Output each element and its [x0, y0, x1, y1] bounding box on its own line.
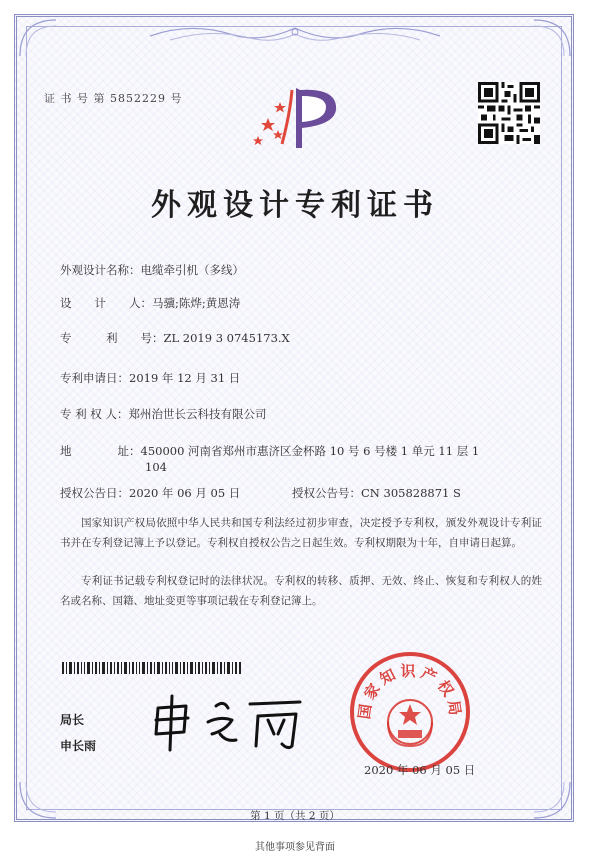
certificate-number: 证 书 号 第 5852229 号 — [44, 92, 183, 105]
corner-ornament-top-left — [18, 18, 58, 58]
handwritten-signature — [150, 694, 310, 754]
svg-text:国家知识产权局: 国家知识产权局 — [355, 662, 465, 721]
filing-date-label: 专利申请日： — [60, 371, 129, 385]
patentee-row — [60, 406, 266, 422]
footer-note: 其他事项参见背面 — [255, 842, 335, 853]
address-label: 地 址： — [60, 444, 141, 458]
publication-date-row — [60, 485, 240, 501]
designer-row — [60, 295, 240, 311]
official-seal-stamp — [348, 650, 472, 774]
corner-ornament-top-right — [532, 18, 572, 58]
designer-label: 设 计 人： — [60, 296, 152, 310]
publication-number-row — [292, 485, 461, 501]
publication-date-value: 2020 年 06 月 05 日 — [129, 486, 241, 500]
publication-number-value: CN 305828871 S — [361, 486, 461, 500]
address-value-line1: 450000 河南省郑州市惠济区金杯路 10 号 6 号楼 1 单元 11 层 1 — [140, 444, 480, 458]
address-value-line2: 104 — [145, 460, 167, 474]
legal-status-paragraph: 专利证书记载专利权登记时的法律状况。专利权的转移、质押、无效、终止、恢复和专利权人的姓名或名称、国籍、地址变更等事项记载在专利登记簿上。 — [60, 575, 542, 607]
design-name-row — [60, 262, 244, 278]
seal-date: 2020 年 06 月 05 日 — [364, 763, 476, 777]
certificate-title: 外观设计专利证书 — [151, 188, 439, 223]
filing-date-value: 2019 年 12 月 31 日 — [129, 371, 241, 385]
grant-paragraph: 国家知识产权局依照中华人民共和国专利法经过初步审查，决定授予专利权，颁发外观设计专利证书并在专利登记簿上予以登记。专利权自授权公告之日起生效。专利权期限为十年，自申请日起算。 — [60, 517, 542, 549]
design-name-value: 电缆牵引机（多线） — [140, 263, 244, 277]
filing-date-row — [60, 370, 240, 386]
qr-code-icon — [478, 82, 540, 144]
publication-number-label: 授权公告号： — [292, 486, 361, 500]
signatory-title: 局长 — [60, 713, 85, 727]
designer-value: 马骥;陈烨;黄恩涛 — [152, 296, 241, 310]
address-row — [60, 443, 479, 459]
patent-number-row — [60, 330, 290, 346]
barcode-icon — [62, 662, 242, 674]
patent-number-value: ZL 2019 3 0745173.X — [163, 331, 290, 345]
cnipa-logo-icon — [252, 84, 342, 154]
top-ornament — [150, 20, 440, 50]
signatory-name: 申长雨 — [60, 739, 97, 753]
page-number: 第 1 页（共 2 页） — [250, 810, 340, 822]
publication-date-label: 授权公告日： — [60, 486, 129, 500]
patentee-value: 郑州治世长云科技有限公司 — [128, 407, 267, 421]
patentee-label: 专 利 权 人： — [60, 407, 129, 421]
design-name-label: 外观设计名称： — [60, 263, 141, 277]
patent-number-label: 专 利 号： — [60, 331, 164, 345]
